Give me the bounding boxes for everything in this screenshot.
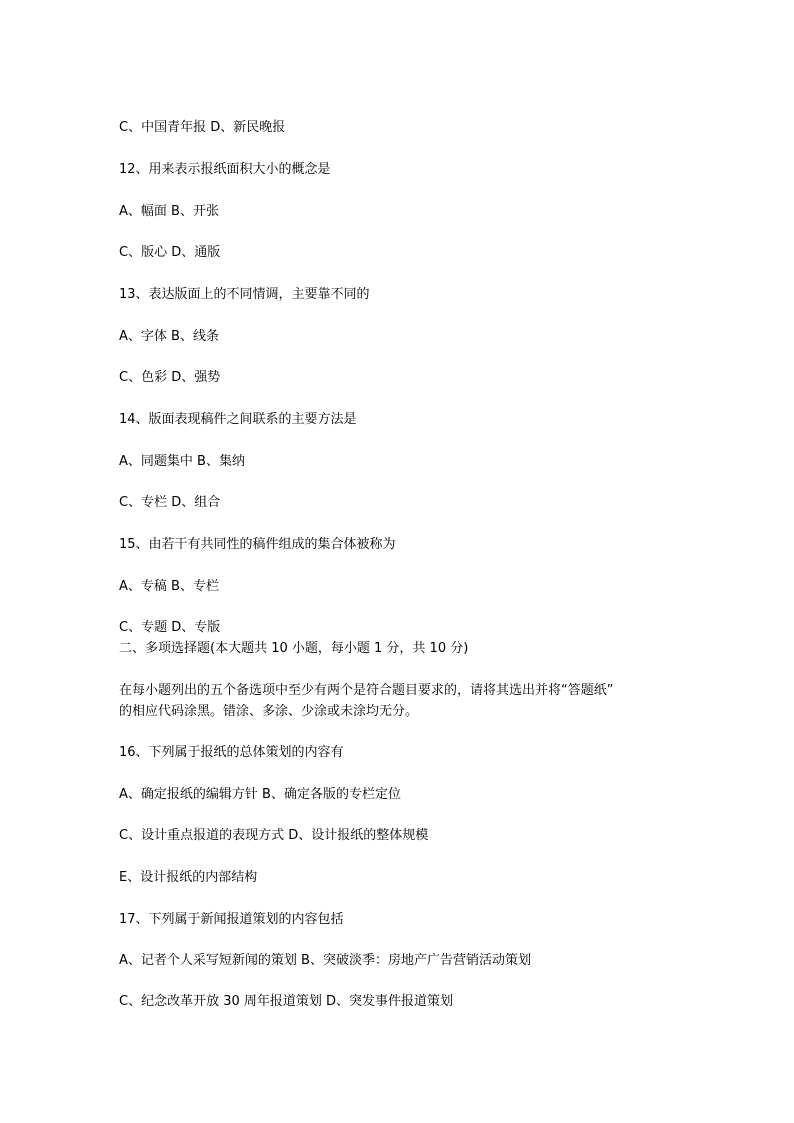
option-line: C、中国青年报 D、新民晚报 (119, 120, 286, 135)
option-line: C、版心 D、通版 (119, 245, 221, 260)
option-line: A、同题集中 B、集纳 (119, 454, 245, 469)
question-15: 15、由若干有共同性的稿件组成的集合体被称为 (119, 537, 396, 552)
option-line: C、专栏 D、组合 (119, 495, 221, 510)
option-line: C、色彩 D、强势 (119, 370, 221, 385)
option-line: A、字体 B、线条 (119, 329, 219, 344)
option-line: E、设计报纸的内部结构 (119, 870, 258, 885)
section-instruction: 在每小题列出的五个备选项中至少有两个是符合题目要求的，请将其选出并将“答题纸” (119, 683, 614, 698)
question-14: 14、版面表现稿件之间联系的主要方法是 (119, 412, 357, 427)
option-line: A、幅面 B、开张 (119, 204, 219, 219)
question-17: 17、下列属于新闻报道策划的内容包括 (119, 912, 344, 927)
option-line: C、设计重点报道的表现方式 D、设计报纸的整体规模 (119, 828, 429, 843)
section-instruction: 的相应代码涂黑。错涂、多涂、少涂或未涂均无分。 (119, 704, 419, 719)
option-line: A、专稿 B、专栏 (119, 579, 219, 594)
option-line: A、记者个人采写短新闻的策划 B、突破淡季：房地产广告营销活动策划 (119, 953, 531, 968)
question-13: 13、表达版面上的不同情调，主要靠不同的 (119, 287, 370, 302)
option-line: A、确定报纸的编辑方针 B、确定各版的专栏定位 (119, 787, 401, 802)
option-line: C、专题 D、专版 (119, 620, 221, 635)
option-line: C、纪念改革开放 30 周年报道策划 D、突发事件报道策划 (119, 994, 454, 1009)
section-heading: 二、多项选择题(本大题共 10 小题，每小题 1 分，共 10 分) (119, 641, 469, 656)
question-16: 16、下列属于报纸的总体策划的内容有 (119, 745, 344, 760)
question-12: 12、用来表示报纸面积大小的概念是 (119, 162, 331, 177)
